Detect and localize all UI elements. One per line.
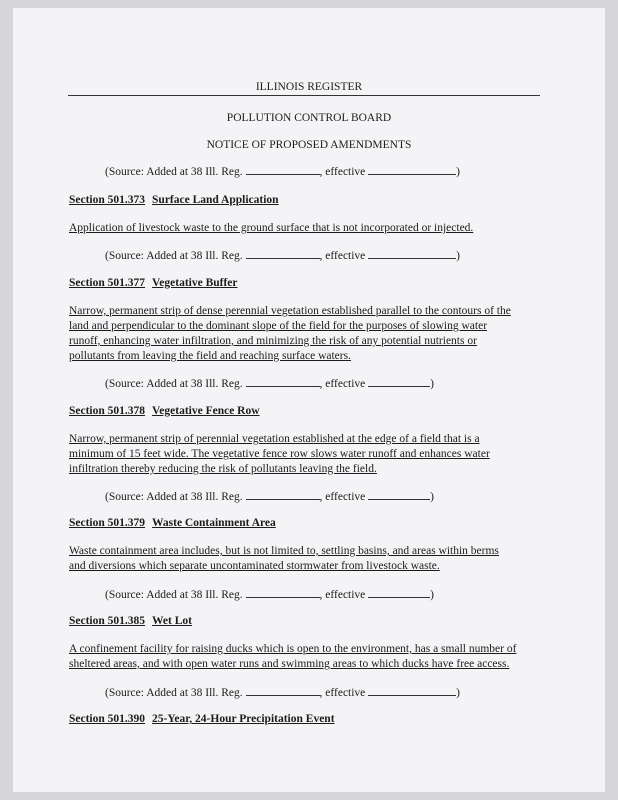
section-number: Section 501.378	[69, 405, 146, 417]
source-blank-effective	[368, 376, 430, 387]
section-text-line: Application of livestock waste to the ground surface that is not incorporated or injected.	[69, 222, 474, 234]
section-heading	[69, 516, 276, 531]
section-title: Wet Lot	[152, 615, 192, 627]
section-title: Vegetative Buffer	[152, 277, 238, 289]
section-heading	[69, 614, 192, 629]
section-text-line: infiltration thereby reducing the risk of pollutants leaving the field.	[69, 463, 377, 475]
source-blank-reg	[246, 685, 320, 696]
board-title: POLLUTION CONTROL BOARD	[226, 112, 392, 124]
source-blank-effective	[368, 164, 456, 175]
section-text-line: runoff, enhancing water infiltration, and minimizing the risk of any potential nutrients or	[69, 335, 477, 347]
source-blank-effective	[368, 248, 456, 259]
section-number: Section 501.385	[69, 615, 146, 627]
register-title: ILLINOIS REGISTER	[255, 81, 363, 93]
section-heading	[69, 276, 238, 291]
source-blank-effective	[368, 489, 430, 500]
source-effective: , effective	[319, 166, 366, 178]
source-line	[105, 685, 460, 701]
source-blank-reg	[246, 164, 320, 175]
source-close: )	[456, 250, 461, 262]
source-effective: , effective	[319, 250, 366, 262]
source-blank-effective	[368, 685, 456, 696]
section-number: Section 501.373	[69, 194, 146, 206]
source-line	[105, 376, 434, 392]
notice-title: NOTICE OF PROPOSED AMENDMENTS	[206, 139, 412, 151]
section-title: Vegetative Fence Row	[152, 405, 260, 417]
source-blank-reg	[246, 248, 320, 259]
section-text-line: pollutants from leaving the field and reaching surface waters.	[69, 350, 351, 362]
section-text-line: Waste containment area includes, but is not limited to, settling basins, and areas within berms	[69, 545, 499, 557]
source-blank-effective	[368, 587, 430, 598]
source-blank-reg	[246, 489, 320, 500]
section-text-line: and diversions which separate uncontaminated stormwater from livestock waste.	[69, 560, 440, 572]
source-close: )	[430, 589, 435, 601]
source-line	[105, 164, 460, 180]
source-effective: , effective	[319, 491, 366, 503]
source-close: )	[430, 378, 435, 390]
source-blank-reg	[246, 587, 320, 598]
section-number: Section 501.390	[69, 713, 146, 725]
document-page	[13, 8, 605, 792]
section-title: Surface Land Application	[152, 194, 279, 206]
source-line	[105, 587, 434, 603]
section-heading	[69, 712, 335, 727]
source-close: )	[430, 491, 435, 503]
section-heading	[69, 404, 260, 419]
header-rule	[68, 95, 540, 96]
source-prefix: (Source: Added at 38 Ill. Reg.	[105, 166, 243, 178]
section-number: Section 501.377	[69, 277, 146, 289]
source-prefix: (Source: Added at 38 Ill. Reg.	[105, 250, 243, 262]
source-effective: , effective	[319, 589, 366, 601]
source-prefix: (Source: Added at 38 Ill. Reg.	[105, 589, 243, 601]
source-prefix: (Source: Added at 38 Ill. Reg.	[105, 491, 243, 503]
section-number: Section 501.379	[69, 517, 146, 529]
source-blank-reg	[246, 376, 320, 387]
source-line	[105, 489, 434, 505]
section-text-line: Narrow, permanent strip of dense perennial vegetation established parallel to the contours of the	[69, 305, 511, 317]
section-text-line: Narrow, permanent strip of perennial vegetation established at the edge of a field that is a	[69, 433, 480, 445]
source-close: )	[456, 687, 461, 699]
source-close: )	[456, 166, 461, 178]
section-title: 25-Year, 24-Hour Precipitation Event	[152, 713, 335, 725]
section-text-line: A confinement facility for raising ducks which is open to the environment, has a small number of	[69, 643, 517, 655]
section-title: Waste Containment Area	[152, 517, 276, 529]
source-prefix: (Source: Added at 38 Ill. Reg.	[105, 378, 243, 390]
source-line	[105, 248, 460, 264]
source-prefix: (Source: Added at 38 Ill. Reg.	[105, 687, 243, 699]
section-text-line: minimum of 15 feet wide. The vegetative fence row slows water runoff and enhances water	[69, 448, 490, 460]
section-text-line: land and perpendicular to the dominant slope of the field for the purposes of slowing water	[69, 320, 488, 332]
section-text-line: sheltered areas, and with open water runs and swimming areas to which ducks have free access.	[69, 658, 510, 670]
section-heading	[69, 193, 279, 208]
source-effective: , effective	[319, 378, 366, 390]
source-effective: , effective	[319, 687, 366, 699]
